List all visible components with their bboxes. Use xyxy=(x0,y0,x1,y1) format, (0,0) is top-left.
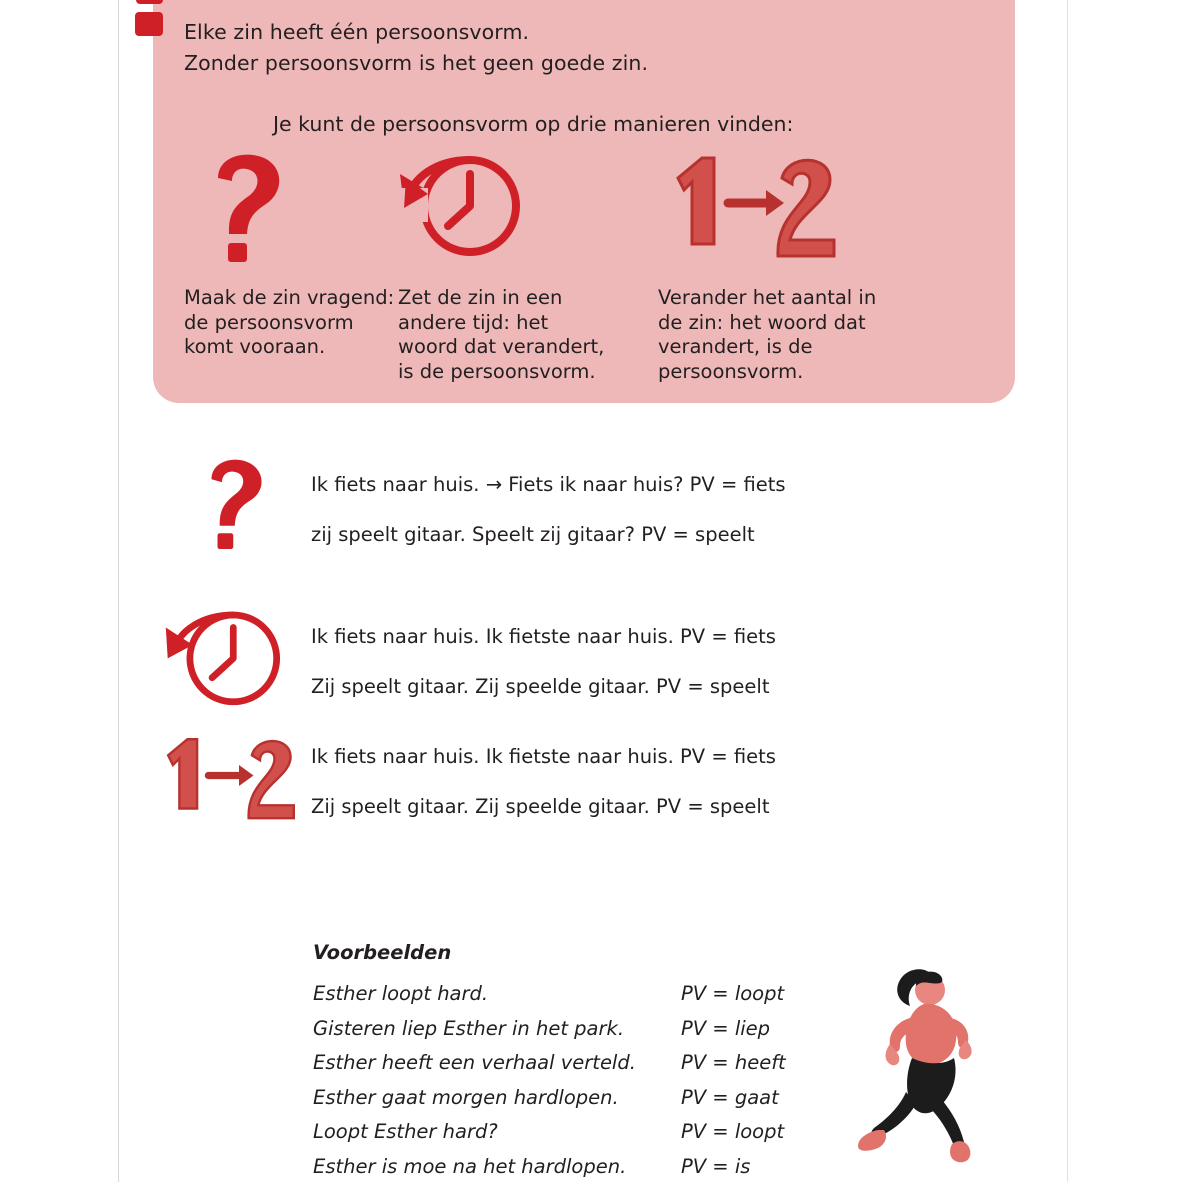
example-2-line-2: Zij speelt gitaar. Zij speelde gitaar. PV = speelt xyxy=(311,662,769,712)
voorbeelden-heading: Voorbeelden xyxy=(313,941,451,964)
clock-rewind-icon-svg xyxy=(398,148,538,263)
method-caption-2: Zet de zin in een andere tijd: het woord dat verandert, is de persoonsvorm. xyxy=(398,286,613,384)
one-to-two-icon xyxy=(152,730,297,829)
voorbeeld-pv: PV = loopt xyxy=(681,1120,784,1143)
list-item xyxy=(313,1051,873,1086)
voorbeeld-sentence: Esther gaat morgen hardlopen. xyxy=(313,1086,619,1109)
running-woman-illustration xyxy=(838,960,1018,1175)
page-left-rule xyxy=(118,0,119,1182)
voorbeeld-pv: PV = liep xyxy=(681,1017,770,1040)
voorbeeld-pv: PV = gaat xyxy=(681,1086,779,1109)
method-caption-1: Maak de zin vragend: de persoonsvorm komt vooraan. xyxy=(184,286,399,360)
list-item xyxy=(313,1086,873,1121)
clock-rewind-icon xyxy=(398,148,613,258)
voorbeeld-sentence: Esther is moe na het hardlopen. xyxy=(313,1155,626,1178)
method-columns xyxy=(153,148,1015,378)
callout-lead-line2: Zonder persoonsvorm is het geen goede zin. xyxy=(184,48,648,79)
list-item xyxy=(313,982,873,1017)
question-mark-icon xyxy=(184,148,399,258)
voorbeeld-pv: PV = loopt xyxy=(681,982,784,1005)
method-column-2 xyxy=(398,148,613,258)
example-2-line-1: Ik fiets naar huis. Ik fietste naar huis. PV = fiets xyxy=(311,612,776,662)
list-item xyxy=(313,1155,873,1189)
one-to-two-icon-svg xyxy=(152,730,297,825)
voorbeeld-sentence: Gisteren liep Esther in het park. xyxy=(313,1017,624,1040)
question-mark-icon xyxy=(186,446,276,560)
one-to-two-icon-svg xyxy=(658,148,838,263)
page-right-rule xyxy=(1067,0,1068,1182)
voorbeelden-list xyxy=(313,982,873,1189)
voorbeeld-sentence: Loopt Esther hard? xyxy=(313,1120,498,1143)
voorbeeld-pv: PV = is xyxy=(681,1155,750,1178)
voorbeeld-sentence: Esther heeft een verhaal verteld. xyxy=(313,1051,636,1074)
persoonsvorm-callout xyxy=(153,0,1015,403)
page-right-margin xyxy=(1068,0,1182,1182)
one-to-two-icon xyxy=(658,148,873,258)
example-1-line-2: zij speelt gitaar. Speelt zij gitaar? PV = speelt xyxy=(311,510,755,560)
question-mark-icon-svg xyxy=(184,148,304,263)
example-1-line-1: Ik fiets naar huis. → Fiets ik naar huis? PV = fiets xyxy=(311,460,786,510)
callout-lead-line1: Elke zin heeft één persoonsvorm. xyxy=(184,17,648,48)
exclamation-mark-icon xyxy=(130,0,176,47)
method-column-1 xyxy=(184,148,399,258)
clock-rewind-icon-svg xyxy=(160,600,295,712)
running-woman-illustration-svg xyxy=(838,960,1018,1175)
method-column-3 xyxy=(658,148,873,258)
voorbeeld-sentence: Esther loopt hard. xyxy=(313,982,488,1005)
voorbeeld-pv: PV = heeft xyxy=(681,1051,786,1074)
example-3-line-2: Zij speelt gitaar. Zij speelde gitaar. PV = speelt xyxy=(311,782,769,832)
callout-subtitle: Je kunt de persoonsvorm op drie manieren vinden: xyxy=(273,112,793,136)
list-item xyxy=(313,1017,873,1052)
question-mark-icon-svg xyxy=(186,446,276,556)
list-item xyxy=(313,1120,873,1155)
clock-rewind-icon xyxy=(160,600,295,716)
example-3-line-1: Ik fiets naar huis. Ik fietste naar huis. PV = fiets xyxy=(311,732,776,782)
callout-lead-text xyxy=(184,17,648,79)
method-caption-3: Verander het aantal in de zin: het woord dat verandert, is de persoonsvorm. xyxy=(658,286,888,384)
